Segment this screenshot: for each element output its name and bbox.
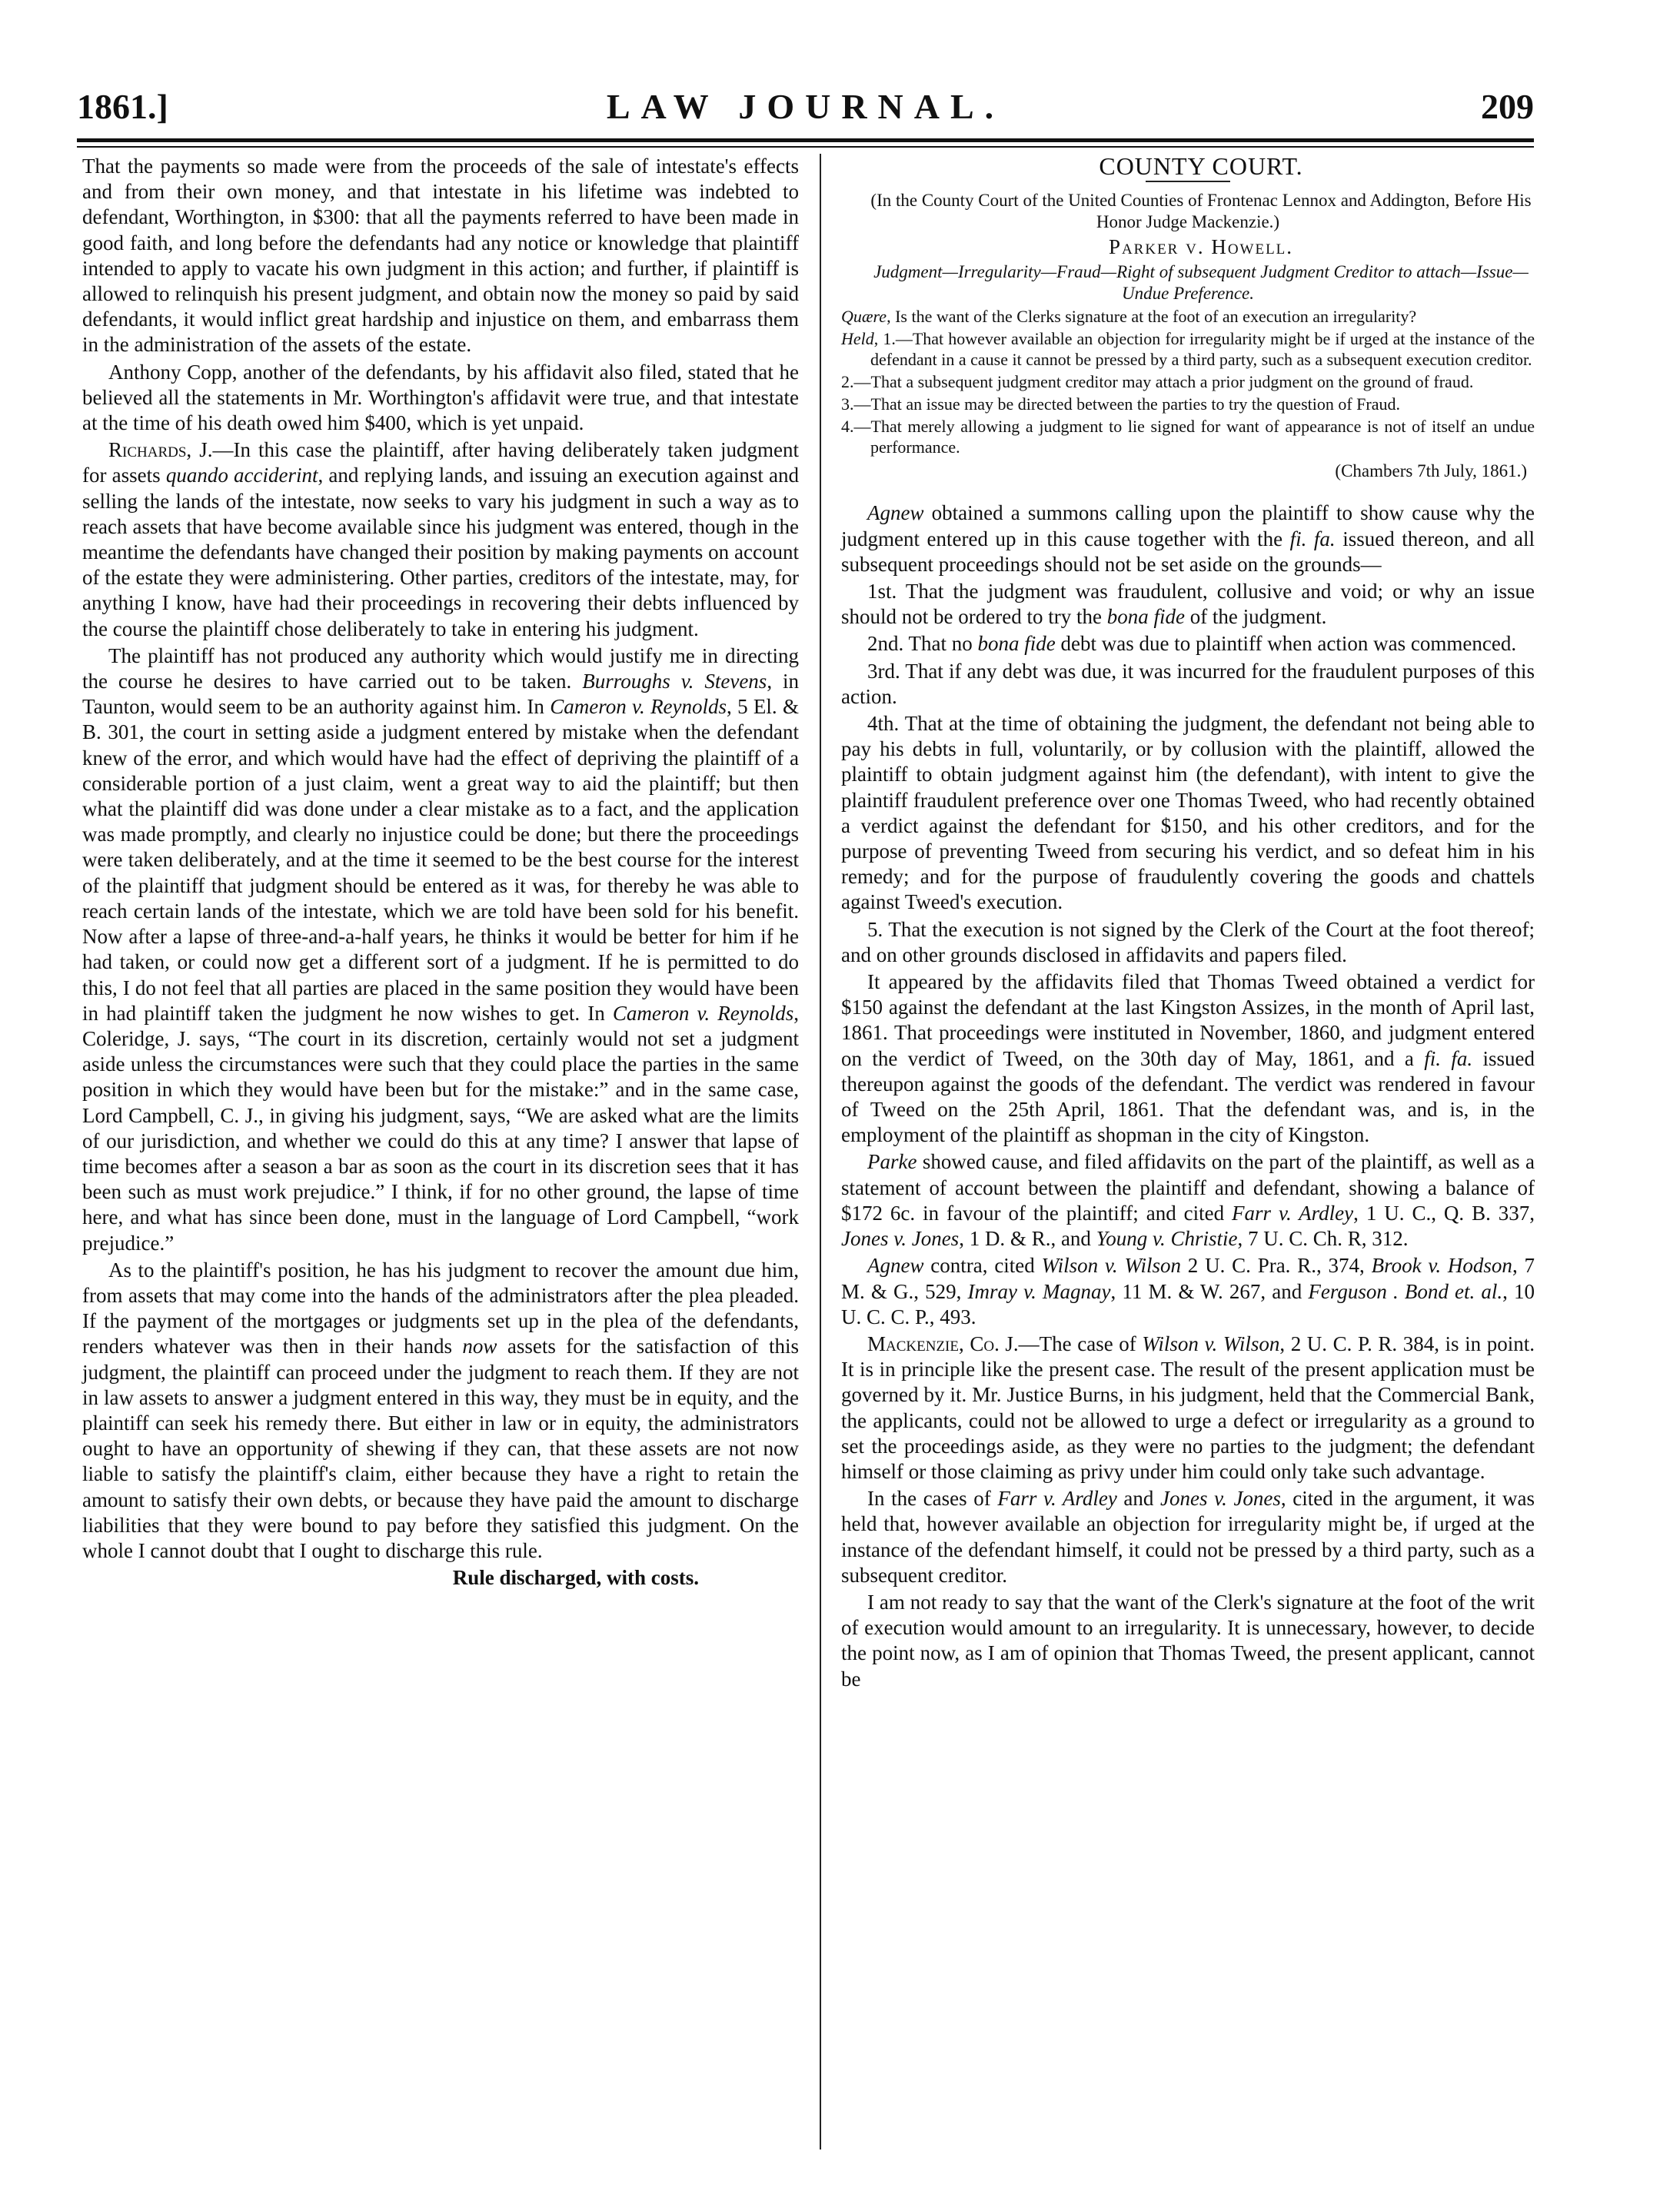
paragraph: I am not ready to say that the want of the Clerk's signature at the foot of the writ of execution would amount to an irregularity. It is unnecessary, however, to decide the point now, as I am of opinion that Thomas Tweed, the present applicant, cannot be: [841, 1590, 1535, 1691]
ground-5: 5. That the execution is not signed by the Clerk of the Court at the foot thereof; and on other grounds disclosed in affidavits and papers filed.: [841, 917, 1535, 966]
paragraph: Agnew contra, cited Wilson v. Wilson 2 U. C. Pra. R., 374, Brook v. Hodson, 7 M. & G., 529, Imray v. Magnay, 11 M. & W. 267, and Ferguson . Bond et. al., 10 U. C. C. P., 493.: [841, 1254, 1535, 1328]
header-year: 1861.]: [77, 87, 168, 126]
paragraph: Parke showed cause, and filed affidavits on the part of the plaintiff, as well as a statement of account between the plaintiff and defendant, showing a balance of $172 6c. in favour of the plaintiff; and cited Farr v. Ardley, 1 U. C., Q. B. 337, Jones v. Jones, 1 D. & R., and Young v. Christie, 7 U. C. Ch. R, 312.: [841, 1150, 1535, 1251]
headnote-held: Held, 1.—That however available an objection for irregularity might be if urged at the instance of the defendant in a cause it cannot be pressed by a third party, such as a subsequent execution creditor.: [841, 329, 1535, 370]
title-rule: [1146, 181, 1230, 182]
headnote-subject: Judgment—Irregularity—Fraud—Right of subsequent Judgment Creditor to attach—Issue—Undue Preference.: [873, 262, 1529, 304]
headnote-held-3: 3.—That an issue may be directed between the parties to try the question of Fraud.: [841, 394, 1401, 414]
ground-1: 1st. That the judgment was fraudulent, collusive and void; or why an issue should not be ordered to try the bona fide of the judgment.: [841, 580, 1535, 629]
paragraph: Mackenzie, Co. J.—The case of Wilson v. Wilson, 2 U. C. P. R. 384, is in point. It is in principle like the present case. The result of the present application must be governed by it. Mr. Justice Burns, in his judgment, held that the Commercial Bank, the applicants, could not be allowed to urge a defect or irregularity as a ground to set the proceedings aside, as they were no parties to the judgment; the defendant himself or those claiming as privy under him could only take such advantage.: [841, 1332, 1535, 1483]
paragraph: It appeared by the affidavits filed that Thomas Tweed obtained a verdict for $150 against the defendant at the last Kingston Assizes, in the month of April last, 1861. That proceedings were instituted in November, 1860, and judgment entered on the verdict of Tweed, on the 30th day of May, 1861, and a fi. fa. issued thereupon against the goods of the defendant. The verdict was rendered in favour of Tweed on the 25th April, 1861. That the defendant was, and is, in the employment of the plaintiff as shopman in the city of Kingston.: [841, 970, 1535, 1147]
paragraph: Richards, J.—In this case the plaintiff, after having deliberately taken judgment for assets quando acciderint, and replying lands, and issuing an execution against and selling the lands of the intestate, now seeks to vary his judgment in such a way as to reach assets that have become available since his judgment was entered, though in the meantime the defendants have changed their position by making payments on account of the estate they were administering. Other parties, creditors of the intestate, may, for anything I know, have had their proceedings in recovering their debts influenced by the course the plaintiff chose deliberately to take in entering his judgment.: [82, 438, 799, 640]
judge-name: Richards, J.: [108, 438, 213, 462]
header-page-number: 209: [1481, 87, 1534, 126]
court-line: (In the County Court of the United Counties of Frontenac Lennox and Addington, Before His Honor Judge Mackenzie.): [870, 191, 1532, 232]
section-title: COUNTY COURT.: [1099, 152, 1303, 180]
paragraph: In the cases of Farr v. Ardley and Jones v. Jones, cited in the argument, it was held that, however available an objection for irregularity might be, if urged at the instance of the defendant himself, it could not be pressed by a third party, such as a subsequent creditor.: [841, 1487, 1535, 1587]
headnote-held-2: 2.—That a subsequent judgment creditor may attach a prior judgment on the ground of fraud.: [841, 372, 1474, 392]
paragraph: That the payments so made were from the proceeds of the sale of intestate's effects and from their own money, and that intestate in his lifetime was indebted to defendant, Worthington, in $300: that all the payments referred to have been made in good faith, and long before the defendants had any notice or knowledge that plaintiff intended to apply to vacate his own judgment in this action; and further, if plaintiff is allowed to relinquish his present judgment, and obtain now the money so paid by said defendants, it would inflict great hardship and injustice on them, and embarrass them in the administration of the assets of the estate.: [82, 155, 799, 357]
header-title: LAW JOURNAL.: [606, 87, 1005, 126]
ground-2: 2nd. That no bona fide debt was due to plaintiff when action was commenced.: [867, 632, 1517, 656]
paragraph: Agnew obtained a summons calling upon the plaintiff to show cause why the judgment entered up in this cause together with the fi. fa. issued thereon, and all subsequent proceedings should not be set aside on the grounds—: [841, 501, 1535, 576]
paragraph: Anthony Copp, another of the defendants, by his affidavit also filed, stated that he believed all the statements in Mr. Worthington's affidavit were true, and that intestate at the time of his death owed him $400, which is yet unpaid.: [82, 360, 799, 435]
header-rule-thick: [77, 138, 1534, 142]
ground-3: 3rd. That if any debt was due, it was incurred for the fraudulent purposes of this action.: [841, 659, 1535, 708]
ground-4: 4th. That at the time of obtaining the judgment, the defendant not being able to pay his debts in full, voluntarily, or by collusion with the plaintiff, allowed the plaintiff to obtain judgment against him (the defendant), with intent to give the plaintiff fraudulent preference over one Thomas Tweed, who had recently obtained a verdict against the defendant for $150, and his other creditors, and for the purpose of preventing Tweed from securing his verdict, and so defeat him in his remedy; and for the purpose of fraudulently covering the goods and chattels against Tweed's execution.: [841, 712, 1535, 914]
column-divider: [820, 154, 821, 2149]
chambers-date: (Chambers 7th July, 1861.): [1335, 461, 1527, 481]
right-column: [841, 154, 1535, 1694]
paragraph: As to the plaintiff's position, he has his judgment to recover the amount due him, from assets that may come into the hands of the administrators after the plea pleaded. If the payment of the mortgages or judgments set up in the plea of the defendants, renders whatever was then in their hands now assets for the satisfaction of this judgment, the plaintiff can proceed under the judgment to reach them. If they are not in law assets to answer a judgment entered in this way, they must be in equity, and the plaintiff can seek his remedy there. But either in law or in equity, the administrators ought to have an opportunity of shewing if they can, that these assets are not now liable to satisfy the plaintiff's claim, either because they have a right to retain the amount to satisfy their own debts, or because they have paid the amount to discharge liabilities that they were bound to pay before they satisfied this judgment. On the whole I cannot doubt that I ought to discharge this rule.: [82, 1258, 799, 1562]
header-rule-thin: [77, 146, 1534, 148]
rule-discharged: Rule discharged, with costs.: [452, 1566, 699, 1590]
page-header: [77, 86, 1534, 132]
left-column: [82, 154, 799, 1592]
case-title: Parker v. Howell.: [1108, 235, 1294, 259]
headnote-held-4: 4.—That merely allowing a judgment to lie signed for want of appearance is not of itself an undue performance.: [841, 417, 1535, 457]
headnote-quaere: Quære, Is the want of the Clerks signature at the foot of an execution an irregularity?: [841, 307, 1417, 327]
judge-name: Mackenzie, Co. J.: [867, 1332, 1019, 1355]
paragraph: The plaintiff has not produced any authority which would justify me in directing the course he desires to have carried out to be taken. Burroughs v. Stevens, in Taunton, would seem to be an authority against him. In Cameron v. Reynolds, 5 El. & B. 301, the court in setting aside a judgment entered by mistake when the defendant knew of the error, and which would have had the effect of depriving the plaintiff of a considerable portion of a just claim, went a great way to aid the plaintiff; but then what the plaintiff did was done under a clear mistake as to a fact, and the application was made promptly, and clearly no injustice could be done; but there the proceedings were taken deliberately, and at the time it seemed to be the best course for the interest of the plaintiff that judgment should be entered as it was, for thereby he was able to reach certain lands of the intestate, which we are told have been sold for his benefit. Now after a lapse of three-and-a-half years, he thinks it would be better for him if he had taken, or could now get a different sort of a judgment. If he is permitted to do this, I do not feel that all parties are placed in the same position they would have been in had plaintiff taken the judgment he now wishes to get. In Cameron v. Reynolds, Coleridge, J. says, “The court in its discretion, certainly would not set a judgment aside unless the circumstances were such that they could place the parties in the same position in which they would have been but for the mistake:” and in the same case, Lord Campbell, C. J., in giving his judgment, says, “We are asked what are the limits of our jurisdiction, and whether we could do this at any time? I answer that lapse of time becomes after a season a bar as soon as the court in its discretion sees that it has been such as must work prejudice.” I think, if for no other ground, the lapse of time here, and what has since been done, must in the language of Lord Campbell, “work prejudice.”: [82, 643, 800, 1255]
